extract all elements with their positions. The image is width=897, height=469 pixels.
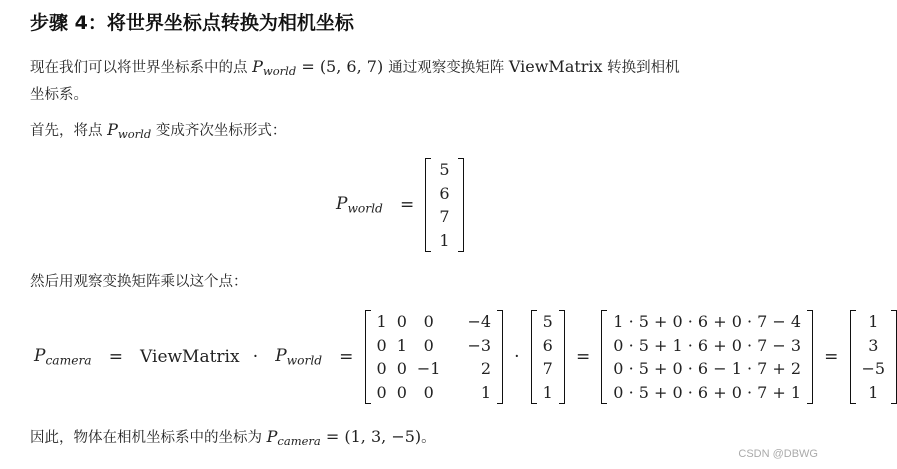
expanded-entry: 1 · 5 + 0 · 6 + 0 · 7 − 4 <box>613 312 802 331</box>
dot-operator: · <box>252 347 259 367</box>
expanded-vector <box>601 310 813 404</box>
matrix-cell: 0 <box>396 359 407 378</box>
vector-entry: 5 <box>542 312 553 331</box>
p-world-term: $P_{world}$ <box>275 346 323 368</box>
csdn-watermark: CSDN @DBWG <box>738 448 818 460</box>
matrix-cell: −4 <box>467 312 492 331</box>
homog-text-suffix: 变成齐次坐标形式： <box>151 123 287 139</box>
equals-sign: = <box>339 347 354 367</box>
p-world-math <box>107 120 152 142</box>
vector-entry: 6 <box>439 183 450 203</box>
conclusion-text-suffix: 。 <box>421 430 436 446</box>
expanded-entry: 0 · 5 + 0 · 6 − 1 · 7 + 2 <box>613 359 802 378</box>
homogeneous-equation <box>330 158 464 252</box>
matrix-cell: 2 <box>480 359 492 378</box>
matrix-cell: −1 <box>416 359 441 378</box>
result-entry: −5 <box>861 359 886 378</box>
matrix-cell: 0 <box>396 382 407 402</box>
section-heading: 步骤 4：将世界坐标点转换为相机坐标 <box>30 12 354 34</box>
expanded-entry: 0 · 5 + 0 · 6 + 0 · 7 + 1 <box>613 382 802 402</box>
conclusion-text-prefix: 因此，物体在相机坐标系中的坐标为 <box>30 430 267 446</box>
vector-entry: 1 <box>542 382 553 402</box>
matrix-cell: 1 <box>480 382 492 402</box>
intro-text-prefix: 现在我们可以将世界坐标系中的点 <box>30 60 253 76</box>
p-world-value: = (5, 6, 7) <box>296 57 389 76</box>
p-symbol: P <box>252 57 263 76</box>
matrix-cell: 1 <box>396 335 407 355</box>
matrix-cell: 0 <box>376 335 387 355</box>
matrix-cell: 0 <box>423 382 434 402</box>
dot-operator: · <box>514 347 520 367</box>
matrix-cell: 0 <box>423 312 434 331</box>
p-camera-value: = (1, 3, −5) <box>320 427 422 446</box>
homogeneous-vector <box>425 158 463 252</box>
viewmatrix-name: ViewMatrix <box>508 57 603 76</box>
p-world-math <box>252 57 389 79</box>
lhs-p-world: $P_{world}$ <box>336 194 383 216</box>
equals-sign: = <box>108 347 123 367</box>
point-vector <box>531 310 565 404</box>
p-symbol: P <box>107 120 118 139</box>
matrix-cell: −3 <box>467 335 492 355</box>
result-entry: 1 <box>868 382 879 402</box>
equals-sign: = <box>399 195 415 215</box>
vector-entry: 1 <box>439 230 450 250</box>
equals-sign: = <box>824 347 839 367</box>
result-entry: 1 <box>868 312 879 331</box>
world-subscript: world <box>117 127 152 142</box>
vector-entry: 6 <box>542 335 553 355</box>
equals-sign: = <box>575 347 591 367</box>
matrix-cell: 1 <box>376 312 387 331</box>
matrix-cell: 0 <box>376 382 387 402</box>
multiply-paragraph: 然后用观察变换矩阵乘以这个点： <box>30 274 248 290</box>
p-camera-math <box>266 427 422 449</box>
homogeneous-paragraph <box>30 117 286 147</box>
result-vector <box>850 310 897 404</box>
vector-entry: 7 <box>542 359 553 378</box>
viewmatrix-term: ViewMatrix <box>140 347 240 367</box>
intro-paragraph <box>30 54 680 84</box>
intro-text-middle: 通过观察变换矩阵 <box>388 60 509 76</box>
intro-paragraph-line2: 坐标系。 <box>30 87 88 103</box>
vector-entry: 5 <box>439 160 450 179</box>
matrix-cell: 0 <box>376 359 387 378</box>
p-symbol: P <box>266 427 278 446</box>
result-entry: 3 <box>868 335 879 355</box>
matrix-cell: 0 <box>396 312 407 331</box>
vector-entry: 7 <box>439 207 450 226</box>
expanded-entry: 0 · 5 + 1 · 6 + 0 · 7 − 3 <box>613 335 802 355</box>
world-subscript: world <box>262 64 297 79</box>
view-matrix <box>365 310 504 404</box>
homog-text-prefix: 首先，将点 <box>30 123 108 139</box>
camera-equation <box>28 310 897 404</box>
intro-text-suffix: 转换到相机 <box>602 60 680 76</box>
matrix-cell: 0 <box>423 335 434 355</box>
conclusion-paragraph <box>30 424 436 454</box>
lhs-p-camera: $P_{camera}$ <box>34 346 92 368</box>
camera-subscript: camera <box>277 434 321 449</box>
